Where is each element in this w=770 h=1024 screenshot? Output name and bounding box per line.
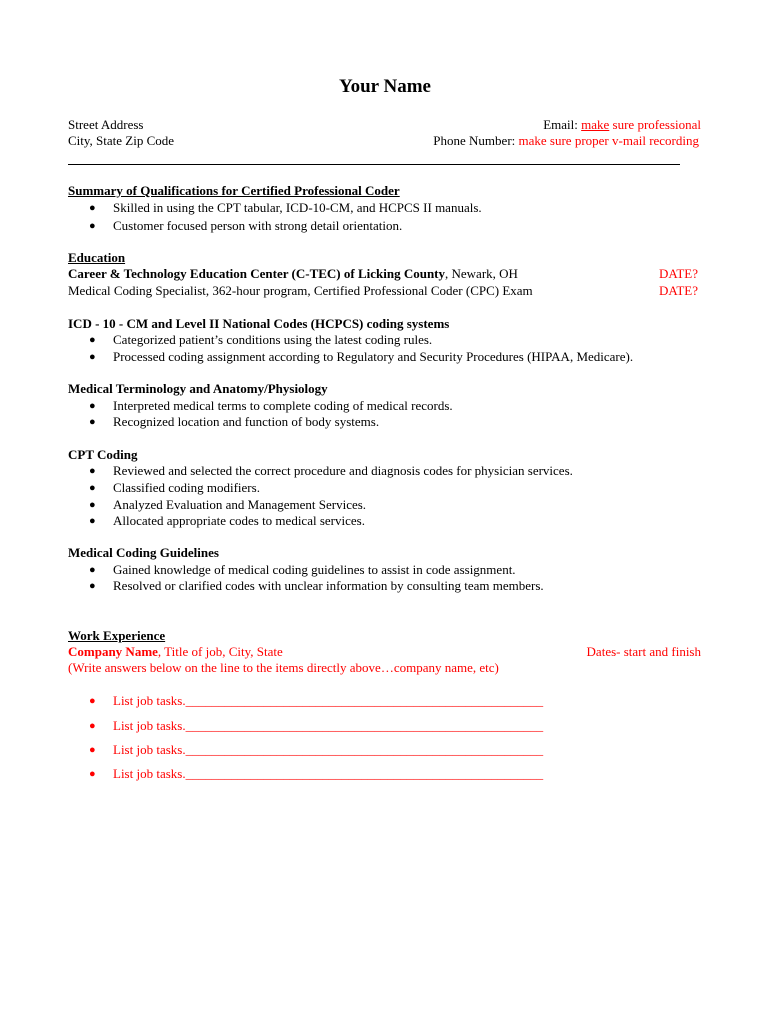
terminology-item: Interpreted medical terms to complete coding of medical records. bbox=[113, 398, 453, 413]
work-dates: Dates- start and finish bbox=[586, 644, 701, 659]
summary-heading: Summary of Qualifications for Certified Professional Coder bbox=[68, 183, 400, 198]
header-divider bbox=[68, 164, 680, 165]
education-location: , Newark, OH bbox=[445, 266, 518, 281]
bullet-icon: ● bbox=[89, 400, 96, 412]
icd-item: Processed coding assignment according to Regulatory and Security Procedures (HIPAA, Medicare). bbox=[113, 349, 634, 364]
bullet-icon: ● bbox=[89, 465, 96, 477]
bullet-icon: ● bbox=[89, 416, 96, 428]
terminology-heading: Medical Terminology and Anatomy/Physiology bbox=[68, 381, 328, 396]
guidelines-item: Gained knowledge of medical coding guidelines to assist in code assignment. bbox=[113, 562, 516, 577]
guidelines-heading: Medical Coding Guidelines bbox=[68, 545, 219, 560]
work-company-rest: , Title of job, City, State bbox=[157, 644, 283, 659]
bullet-icon: ● bbox=[89, 220, 96, 232]
email-value-rest: sure professional bbox=[609, 117, 701, 132]
education-date-1: DATE? bbox=[659, 266, 698, 281]
cpt-item: Analyzed Evaluation and Management Services. bbox=[113, 497, 367, 512]
work-task: List job tasks._______________________________________________________ bbox=[113, 718, 544, 733]
bullet-icon: ● bbox=[89, 744, 96, 756]
work-task: List job tasks._______________________________________________________ bbox=[113, 693, 544, 708]
education-heading: Education bbox=[68, 250, 126, 265]
summary-item: Customer focused person with strong detail orientation. bbox=[113, 218, 403, 233]
bullet-icon: ● bbox=[89, 720, 96, 732]
bullet-icon: ● bbox=[89, 202, 96, 214]
work-company: Company Name bbox=[68, 644, 158, 659]
guidelines-item: Resolved or clarified codes with unclear information by consulting team members. bbox=[113, 578, 544, 593]
work-company-line bbox=[68, 644, 283, 660]
cpt-item: Classified coding modifiers. bbox=[113, 480, 260, 495]
education-date-2: DATE? bbox=[659, 283, 698, 298]
education-school-line bbox=[68, 266, 518, 282]
phone-value: make sure proper v-mail recording bbox=[518, 133, 699, 148]
city-state-zip: City, State Zip Code bbox=[68, 133, 175, 148]
icd-heading: ICD - 10 - CM and Level II National Codes (HCPCS) coding systems bbox=[68, 316, 450, 331]
bullet-icon: ● bbox=[89, 564, 96, 576]
work-task: List job tasks._______________________________________________________ bbox=[113, 766, 544, 781]
bullet-icon: ● bbox=[89, 499, 96, 511]
cpt-heading: CPT Coding bbox=[68, 447, 138, 462]
summary-item: Skilled in using the CPT tabular, ICD-10-CM, and HCPCS II manuals. bbox=[113, 200, 482, 215]
terminology-item: Recognized location and function of body systems. bbox=[113, 414, 380, 429]
bullet-icon: ● bbox=[89, 482, 96, 494]
resume-name: Your Name bbox=[338, 76, 431, 97]
bullet-icon: ● bbox=[89, 334, 96, 346]
education-program: Medical Coding Specialist, 362-hour program, Certified Professional Coder (CPC) Exam bbox=[68, 283, 533, 298]
email-label: Email: bbox=[543, 117, 582, 132]
phone-label: Phone Number: bbox=[433, 133, 519, 148]
bullet-icon: ● bbox=[89, 695, 96, 707]
bullet-icon: ● bbox=[89, 351, 96, 363]
bullet-icon: ● bbox=[89, 515, 96, 527]
street-address: Street Address bbox=[68, 117, 144, 132]
cpt-item: Allocated appropriate codes to medical services. bbox=[113, 513, 365, 528]
work-task: List job tasks._______________________________________________________ bbox=[113, 742, 544, 757]
work-heading: Work Experience bbox=[68, 628, 166, 643]
email-value-underlined: make bbox=[581, 117, 610, 132]
education-school: Career & Technology Education Center (C-TEC) of Licking County bbox=[68, 266, 446, 281]
bullet-icon: ● bbox=[89, 768, 96, 780]
email-line bbox=[543, 117, 701, 133]
bullet-icon: ● bbox=[89, 580, 96, 592]
phone-line bbox=[433, 133, 699, 149]
cpt-item: Reviewed and selected the correct procedure and diagnosis codes for physician services. bbox=[113, 463, 573, 478]
icd-item: Categorized patient’s conditions using the latest coding rules. bbox=[113, 332, 433, 347]
work-instruction: (Write answers below on the line to the items directly above…company name, etc) bbox=[68, 660, 499, 675]
